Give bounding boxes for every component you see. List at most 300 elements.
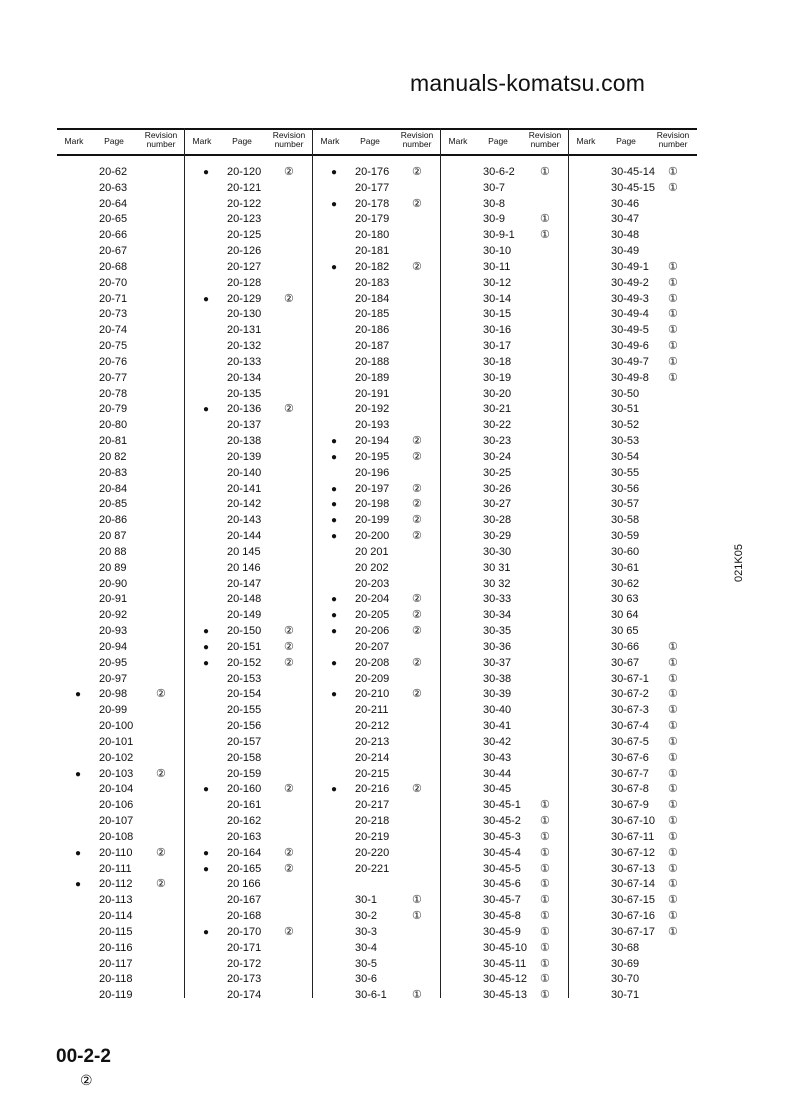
table-row	[313, 751, 441, 766]
page-cell: 30-4	[355, 941, 378, 954]
header-revision-number: Revision number	[656, 130, 690, 149]
table-row	[441, 244, 569, 259]
page-cell: 20-129	[227, 292, 262, 305]
page-cell: 20-110	[99, 846, 133, 859]
table-row	[313, 307, 441, 322]
table-row	[569, 529, 697, 544]
header-mark: Mark	[64, 136, 84, 146]
page-cell: 20-139	[227, 450, 262, 463]
table-row	[185, 355, 313, 370]
page-cell: 20-67	[99, 245, 128, 258]
table-row	[569, 244, 697, 259]
revision-number-cell: ②	[412, 609, 422, 622]
page-cell: 20-167	[227, 894, 262, 907]
table-row	[441, 339, 569, 354]
revision-mark-icon: ●	[202, 847, 210, 859]
page-cell: 20 87	[99, 530, 127, 543]
table-row	[313, 197, 441, 212]
table-row	[441, 228, 569, 243]
page-cell: 20-84	[99, 482, 128, 495]
table-row	[441, 276, 569, 291]
table-row	[313, 165, 441, 180]
page-cell: 20-216	[355, 783, 390, 796]
table-row	[441, 798, 569, 813]
page-revision-number: ②	[80, 1072, 93, 1088]
page-cell: 30-67-11	[611, 830, 655, 843]
page-cell: 30-20	[483, 387, 512, 400]
revision-mark-icon: ●	[330, 261, 338, 273]
revision-number-cell: ②	[412, 482, 422, 495]
side-code: 021K05	[732, 544, 745, 582]
page-cell: 30-28	[483, 514, 512, 527]
table-row	[569, 909, 697, 924]
table-row	[441, 925, 569, 940]
page-cell: 30-5	[355, 957, 378, 970]
page-cell: 30-45-12	[483, 973, 528, 986]
table-row	[185, 212, 313, 227]
table-row	[313, 260, 441, 275]
page-cell: 20-200	[355, 530, 390, 543]
revision-mark-icon: ●	[330, 436, 338, 448]
page-cell: 20-189	[355, 371, 390, 384]
page-cell: 30-23	[483, 435, 512, 448]
table-row	[441, 197, 569, 212]
page-cell: 30-34	[483, 609, 512, 622]
table-row	[313, 672, 441, 687]
revision-number-cell: ②	[412, 435, 422, 448]
page-cell: 30-59	[611, 530, 640, 543]
revision-mark-icon: ●	[202, 926, 210, 938]
page-cell: 30-58	[611, 514, 640, 527]
page-cell: 20-210	[355, 688, 390, 701]
page-cell: 20 146	[227, 561, 261, 574]
page-cell: 30-45-10	[483, 941, 528, 954]
page-cell: 30-68	[611, 941, 640, 954]
page-cell: 20 201	[355, 545, 389, 558]
table-row	[441, 656, 569, 671]
page-cell: 30-52	[611, 419, 640, 432]
table-row	[313, 513, 441, 528]
table-row	[57, 703, 185, 718]
table-row	[57, 592, 185, 607]
table-row	[57, 782, 185, 797]
page-cell: 30-57	[611, 498, 640, 511]
table-row	[57, 893, 185, 908]
table-row	[569, 561, 697, 576]
table-row	[569, 672, 697, 687]
page-cell: 30-54	[611, 450, 640, 463]
table-row	[313, 719, 441, 734]
table-row	[313, 545, 441, 560]
table-row	[569, 323, 697, 338]
revision-number-cell: ①	[540, 830, 550, 843]
page-cell: 30-71	[611, 989, 640, 1002]
page-cell: 20-66	[99, 229, 128, 242]
table-row	[441, 672, 569, 687]
page-cell: 30-67-8	[611, 783, 649, 796]
page-cell: 20-98	[99, 688, 128, 701]
page-cell: 20-148	[227, 593, 262, 606]
page-cell: 30-49-2	[611, 276, 649, 289]
table-row	[57, 687, 185, 702]
page-cell: 20-101	[99, 735, 134, 748]
table-row	[569, 830, 697, 845]
table-row	[569, 307, 697, 322]
page-cell: 20-172	[227, 957, 262, 970]
revision-mark-icon: ●	[330, 657, 338, 669]
revision-number-cell: ①	[668, 767, 678, 780]
page-cell: 20-218	[355, 815, 390, 828]
revision-number-cell: ②	[284, 166, 294, 178]
table-row	[185, 244, 313, 259]
page-cell: 20 202	[355, 561, 389, 574]
table-row	[441, 909, 569, 924]
table-row	[57, 434, 185, 449]
table-row	[569, 925, 697, 940]
revision-number-cell: ①	[668, 862, 678, 875]
page-cell: 30-67-9	[611, 799, 649, 812]
table-row	[185, 197, 313, 212]
table-row	[57, 957, 185, 972]
table-row	[569, 782, 697, 797]
table-row	[569, 371, 697, 386]
page-cell: 30-18	[483, 355, 512, 368]
table-row	[441, 561, 569, 576]
table-row	[441, 988, 569, 1003]
revision-number-cell: ①	[668, 925, 678, 938]
revision-number-cell: ①	[540, 878, 550, 891]
header-revision-number: Revision number	[528, 130, 562, 149]
table-row	[441, 719, 569, 734]
table-row	[569, 988, 697, 1003]
table-row	[441, 434, 569, 449]
revision-number-cell: ①	[540, 213, 550, 226]
table-row	[185, 307, 313, 322]
page-cell: 30-30	[483, 545, 512, 558]
page-cell: 20-104	[99, 783, 134, 796]
table-row	[57, 751, 185, 766]
table-row	[313, 830, 441, 845]
table-row	[57, 482, 185, 497]
revision-mark-icon: ●	[330, 515, 338, 527]
table-row	[313, 577, 441, 592]
page-cell: 30-45-13	[483, 989, 528, 1002]
revision-number-cell: ①	[540, 989, 550, 1002]
page-cell: 30-67-12	[611, 846, 656, 859]
page-cell: 30-45-1	[483, 799, 521, 812]
table-row	[57, 798, 185, 813]
column-group-5	[569, 128, 697, 1008]
page-cell: 20-184	[355, 292, 390, 305]
page-cell: 30-27	[483, 498, 512, 511]
page-cell: 30-49-4	[611, 308, 649, 321]
revision-number-cell: ①	[668, 166, 678, 178]
table-row	[185, 751, 313, 766]
table-row	[569, 656, 697, 671]
table-row	[313, 909, 441, 924]
revision-mark-icon: ●	[202, 641, 210, 653]
revision-number-cell: ②	[412, 498, 422, 511]
page-cell: 20-70	[99, 276, 128, 289]
revision-number-cell: ①	[668, 292, 678, 305]
page-cell: 20-198	[355, 498, 390, 511]
table-row	[313, 624, 441, 639]
table-row	[185, 972, 313, 987]
page-cell: 30-35	[483, 625, 512, 638]
page-cell: 20-99	[99, 704, 128, 717]
table-row	[313, 703, 441, 718]
revision-mark-icon: ●	[330, 499, 338, 511]
table-row	[313, 482, 441, 497]
table-row	[569, 577, 697, 592]
page-cell: 20-123	[227, 213, 262, 226]
page-cell: 30-53	[611, 435, 640, 448]
table-row	[313, 276, 441, 291]
table-row	[569, 957, 697, 972]
header-mark: Mark	[192, 136, 212, 146]
table-row	[185, 260, 313, 275]
page-cell: 20-63	[99, 181, 128, 194]
table-row	[313, 782, 441, 797]
table-row	[57, 529, 185, 544]
table-row	[313, 592, 441, 607]
table-row	[313, 181, 441, 196]
page-cell: 20-78	[99, 387, 128, 400]
page-cell: 20-81	[99, 435, 128, 448]
table-row	[313, 228, 441, 243]
table-row	[441, 292, 569, 307]
header-revision-number: Revision number	[144, 130, 178, 149]
page-cell: 20-107	[99, 815, 134, 828]
revision-number-cell: ②	[284, 640, 294, 653]
page-cell: 20-118	[99, 973, 133, 986]
revision-number-cell: ②	[412, 656, 422, 669]
revision-number-cell: ①	[540, 846, 550, 859]
page-cell: 30-51	[611, 403, 640, 416]
page-cell: 30-67-17	[611, 925, 656, 938]
revision-number-cell: ②	[412, 783, 422, 796]
table-row	[57, 418, 185, 433]
table-row	[569, 339, 697, 354]
page-cell: 30-42	[483, 735, 512, 748]
revision-mark-icon: ●	[202, 293, 210, 305]
table-row	[57, 988, 185, 1003]
table-row	[185, 497, 313, 512]
column-group-2	[185, 128, 313, 1008]
table-row	[185, 323, 313, 338]
table-row	[57, 909, 185, 924]
page-cell: 30-67-3	[611, 704, 649, 717]
table-row	[57, 814, 185, 829]
table-row	[441, 957, 569, 972]
revision-mark-icon: ●	[330, 689, 338, 701]
page-cell: 20-163	[227, 830, 262, 843]
table-row	[185, 830, 313, 845]
table-row	[57, 830, 185, 845]
table-row	[57, 339, 185, 354]
table-row	[185, 418, 313, 433]
table-row	[185, 482, 313, 497]
table-row	[313, 387, 441, 402]
revision-mark-icon: ●	[74, 768, 82, 780]
page-cell: 30-14	[483, 292, 512, 305]
revision-number-cell: ①	[540, 815, 550, 828]
table-row	[185, 672, 313, 687]
revision-number-cell: ①	[668, 640, 678, 653]
revision-mark-icon: ●	[202, 784, 210, 796]
revision-number-cell: ①	[540, 973, 550, 986]
table-row	[57, 228, 185, 243]
page-cell: 30-45-15	[611, 181, 656, 194]
page-cell: 20 145	[227, 545, 261, 558]
page-cell: 20-140	[227, 466, 262, 479]
table-row	[313, 893, 441, 908]
column-group-1	[57, 128, 185, 1008]
table-row	[441, 387, 569, 402]
table-row	[569, 798, 697, 813]
table-row	[185, 529, 313, 544]
table-row	[569, 767, 697, 782]
page-cell: 20-137	[227, 419, 262, 432]
table-row	[313, 450, 441, 465]
page-cell: 30 32	[483, 577, 511, 590]
table-row	[569, 624, 697, 639]
page-cell: 20-86	[99, 514, 128, 527]
table-row	[57, 925, 185, 940]
page-cell: 20-209	[355, 672, 390, 685]
page-cell: 30-25	[483, 466, 512, 479]
table-row	[313, 656, 441, 671]
page-cell: 20-93	[99, 625, 128, 638]
table-row	[569, 482, 697, 497]
page-cell: 30-45-14	[611, 166, 656, 178]
page-cell: 20-154	[227, 688, 262, 701]
page-cell: 30-67-4	[611, 720, 649, 733]
column-group-4	[441, 128, 569, 1008]
page-cell: 20-199	[355, 514, 390, 527]
revision-number-cell: ②	[156, 846, 166, 859]
page-cell: 20-144	[227, 530, 262, 543]
revision-number-cell: ①	[540, 166, 550, 178]
table-row	[441, 307, 569, 322]
page-cell: 20-170	[227, 925, 262, 938]
revision-number-cell: ①	[668, 894, 678, 907]
table-row	[569, 592, 697, 607]
table-row	[185, 862, 313, 877]
page-cell: 20-122	[227, 197, 262, 210]
page-cell: 20-185	[355, 308, 390, 321]
table-row	[569, 387, 697, 402]
table-row	[569, 402, 697, 417]
revision-number-cell: ①	[668, 751, 678, 764]
page-cell: 30-45-4	[483, 846, 521, 859]
table-row	[313, 371, 441, 386]
table-row	[569, 862, 697, 877]
table-row	[185, 339, 313, 354]
table-row	[569, 497, 697, 512]
table-row	[57, 577, 185, 592]
revision-number-cell: ①	[668, 308, 678, 321]
revision-mark-icon: ●	[330, 610, 338, 622]
page-cell: 30-70	[611, 973, 640, 986]
table-row	[569, 260, 697, 275]
page-cell: 20-208	[355, 656, 390, 669]
page-cell: 20-79	[99, 403, 128, 416]
revision-mark-icon: ●	[330, 167, 338, 178]
page-cell: 30-67-16	[611, 910, 656, 922]
table-row	[57, 387, 185, 402]
revision-number-cell: ①	[668, 799, 678, 812]
table-row	[57, 197, 185, 212]
table-row	[569, 181, 697, 196]
table-row	[569, 228, 697, 243]
page-cell: 30-38	[483, 672, 512, 685]
page-cell: 30 64	[611, 609, 639, 622]
table-row	[569, 418, 697, 433]
header-page: Page	[232, 136, 252, 146]
revision-number-cell: ①	[412, 894, 422, 907]
page-cell: 20-115	[99, 925, 133, 938]
header-page: Page	[360, 136, 380, 146]
table-row	[313, 798, 441, 813]
page-cell: 20-183	[355, 276, 390, 289]
table-row	[313, 988, 441, 1003]
table-row	[441, 941, 569, 956]
table-row	[57, 402, 185, 417]
page-cell: 20-150	[227, 625, 262, 638]
revision-number-cell: ①	[668, 324, 678, 337]
revision-mark-icon: ●	[202, 657, 210, 669]
page-cell: 20-120	[227, 166, 262, 178]
table-row	[185, 276, 313, 291]
table-row	[441, 703, 569, 718]
page-cell: 30-1	[355, 894, 378, 907]
page-cell: 30-9	[483, 213, 506, 226]
page-cell: 30-43	[483, 751, 512, 764]
page-cell: 20-187	[355, 340, 390, 353]
table-row	[57, 466, 185, 481]
page-cell: 20-130	[227, 308, 262, 321]
page-cell: 30-67	[611, 656, 640, 669]
page-cell: 20-113	[99, 894, 133, 907]
table-row	[441, 640, 569, 655]
page-cell: 30-36	[483, 640, 512, 653]
page-cell: 30-48	[611, 229, 640, 242]
table-row	[569, 276, 697, 291]
revision-number-cell: ①	[668, 181, 678, 194]
table-row	[313, 640, 441, 655]
page-cell: 30-61	[611, 561, 640, 574]
page-cell: 20-102	[99, 751, 134, 764]
table-row	[441, 893, 569, 908]
table-row	[185, 577, 313, 592]
page-cell: 30-19	[483, 371, 512, 384]
table-row	[185, 988, 313, 1003]
table-row	[569, 941, 697, 956]
page-cell: 20-134	[227, 371, 262, 384]
page-cell: 20-126	[227, 245, 262, 258]
revision-number-cell: ①	[668, 720, 678, 733]
revision-number-cell: ②	[412, 593, 422, 606]
revision-number-cell: ①	[668, 783, 678, 796]
table-row	[57, 276, 185, 291]
table-row	[569, 703, 697, 718]
page-cell: 30-24	[483, 450, 512, 463]
page-cell: 30-67-1	[611, 672, 649, 685]
table-row	[441, 181, 569, 196]
table-row	[441, 782, 569, 797]
revision-number-cell: ②	[284, 625, 294, 638]
